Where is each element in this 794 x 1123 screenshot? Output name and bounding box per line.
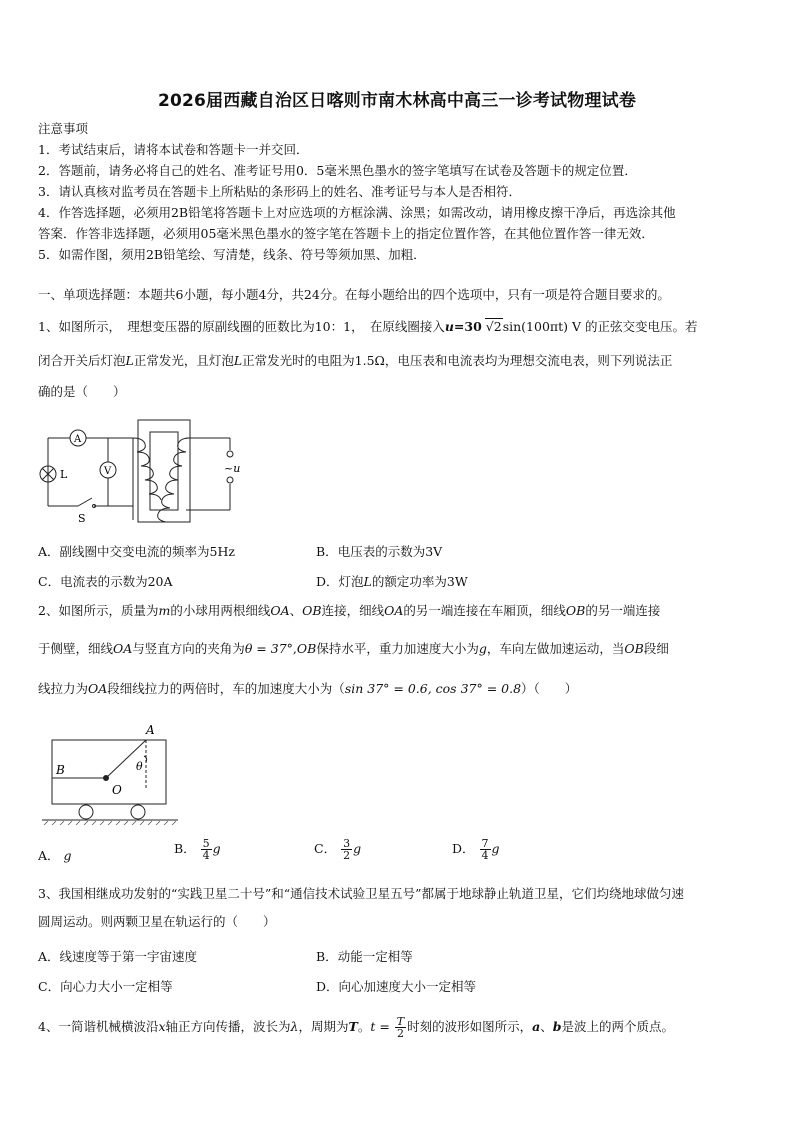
q3-option-a[interactable]: A．线速度等于第一宇宙速度 (38, 949, 198, 964)
point-b-label: B (56, 763, 65, 777)
fraction: $\frac{5}{4}$ (202, 837, 210, 862)
fraction: $\frac{3}{2}$ (343, 837, 351, 862)
angle-theta-label: θ (136, 760, 143, 773)
q2-option-a[interactable]: A． g (38, 848, 72, 863)
q3-stem-line1: 3、我国相继成功发射的“实践卫星二十号”和“通信技术试验卫星五号”都属于地球静止轨道卫星，它们均绕地球做匀速 (38, 886, 685, 901)
transformer-circuit-figure (38, 410, 258, 530)
voltmeter-label: V (104, 466, 112, 477)
q2-stem-line3: 线拉力为OA段细线拉力的两倍时，车的加速度大小为（sin 37° = 0.6, cos 37° = 0.8）（ ） (38, 681, 578, 696)
q1-option-b[interactable]: B．电压表的示数为3V (316, 544, 443, 559)
q2-option-c[interactable]: C． $\frac{3}{2}$ g (314, 837, 362, 862)
car-pendulum-figure (38, 722, 188, 828)
q4-stem-line1: 4、一简谐机械横波沿x轴正方向传播，波长为λ，周期为T。t = $\frac{T}{2}$ 时刻的波形如图所示，a、b是波上的两个质点。 (38, 1015, 675, 1040)
q1-option-a[interactable]: A．副线圈中交变电流的频率为5Hz (38, 544, 235, 559)
sqrt-sign: √2 (485, 319, 502, 334)
fraction: $\frac{T}{2}$ (396, 1015, 405, 1040)
q3-option-d[interactable]: D．向心加速度大小一定相等 (316, 979, 477, 994)
q2-stem-line1: 2、如图所示，质量为m的小球用两根细线OA、OB连接，细线OA的另一端连接在车厢顶，细线OB的另一端连接 (38, 603, 661, 618)
notice-heading: 注意事项 (38, 121, 89, 136)
q2-option-b[interactable]: B． $\frac{5}{4}$ g (174, 837, 221, 862)
notice-item: 答案．作答非选择题，必须用05毫米黑色墨水的签字笔在答题卡上的指定位置作答，在其他位置作答一律无效． (38, 226, 654, 241)
q1-stem-line2: 闭合开关后灯泡L正常发光，且灯泡L正常发光时的电阻为1.5Ω，电压表和电流表均为理想交流电表，则下列说法正 (38, 353, 673, 368)
exam-title: 2026届西藏自治区日喀则市南木林高中高三一诊考试物理试卷 (157, 91, 637, 111)
q3-stem-line2: 圆周运动。则两颗卫星在轨运行的（ ） (38, 914, 276, 929)
q1-stem-line1: 1、如图所示， 理想变压器的原副线圈的匝数比为10：1， 在原线圈接入u=30 √2sin(100πt) V 的正弦交变电压。若 (38, 319, 698, 334)
notice-item: 3．请认真核对监考员在答题卡上所粘贴的条形码上的姓名、准考证号与本人是否相符． (38, 184, 521, 199)
q3-option-c[interactable]: C．向心力大小一定相等 (38, 979, 173, 994)
notice-item: 2．答题前，请务必将自己的姓名、准考证号用0．5毫米黑色墨水的签字笔填写在试卷及答题卡的规定位置． (38, 163, 637, 178)
point-o-label: O (112, 783, 122, 797)
q3-option-b[interactable]: B．动能一定相等 (316, 949, 413, 964)
q2-stem-line2: 于侧壁，细线OA与竖直方向的夹角为θ = 37°,OB保持水平，重力加速度大小为g，车向左做加速运动，当OB段细 (38, 641, 669, 656)
q1-option-d[interactable]: D．灯泡L的额定功率为3W (316, 574, 468, 589)
notice-item: 5．如需作图，须用2B铅笔绘、写清楚，线条、符号等须加黑、加粗． (38, 247, 426, 262)
ammeter-label: A (74, 434, 82, 445)
q1-option-c[interactable]: C．电流表的示数为20A (38, 574, 173, 589)
q1-stem-line3: 确的是（ ） (38, 384, 126, 399)
notice-item: 1．考试结束后，请将本试卷和答题卡一并交回． (38, 142, 309, 157)
fraction: $\frac{7}{4}$ (481, 837, 489, 862)
lamp-label: L (60, 468, 68, 481)
source-label: ~u (224, 462, 241, 475)
section-heading: 一、单项选择题：本题共6小题，每小题4分，共24分。在每小题给出的四个选项中，只有一项是符合题目要求的。 (38, 287, 670, 302)
switch-label: S (78, 512, 86, 525)
notice-item: 4．作答选择题，必须用2B铅笔将答题卡上对应选项的方框涂满、涂黑；如需改动，请用橡皮擦干净后，再选涂其他 (38, 205, 676, 220)
q2-option-d[interactable]: D． $\frac{7}{4}$ g (452, 837, 500, 862)
point-a-label: A (146, 723, 155, 737)
